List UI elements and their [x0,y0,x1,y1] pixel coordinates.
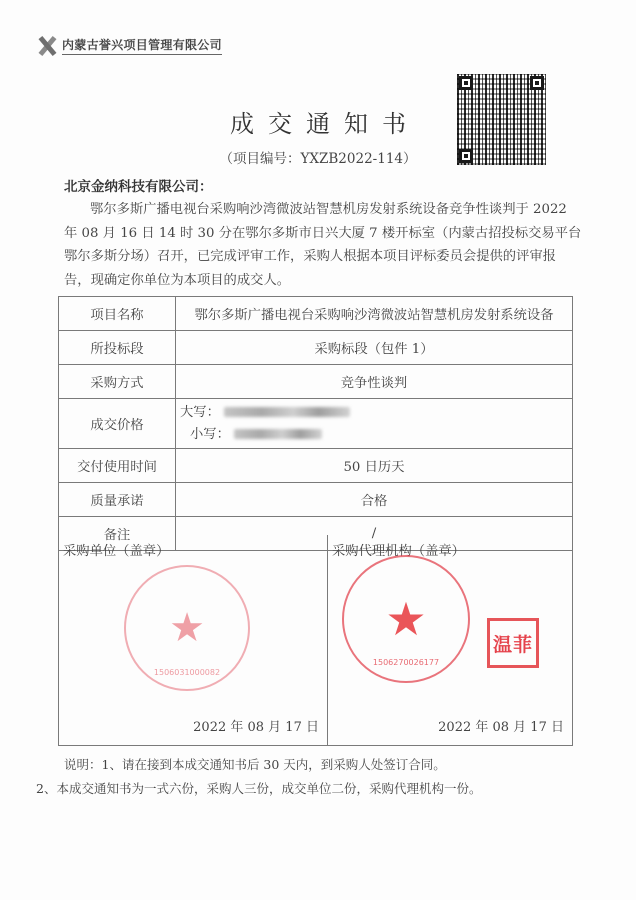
notice-body [64,198,582,292]
agency-stamp-box [327,535,572,745]
body-line: 告，现确定你单位为本项目的成交人。 [64,272,291,288]
row-label: 交付使用时间 [59,449,176,483]
table-row [59,483,573,517]
price-lower-label: 小写： [190,426,230,442]
row-value: 鄂尔多斯广播电视台采购响沙湾微波站智慧机房发射系统设备 [176,297,573,331]
project-number: （项目编号：YXZB2022-114） [219,151,417,167]
row-value: 竞争性谈判 [176,365,573,399]
note-line: 说明：1、请在接到本成交通知书后 30 天内，到采购人处签订合同。 [64,757,446,772]
recipient: 北京金纳科技有限公司： [64,179,213,195]
price-upper [180,402,572,424]
row-label: 采购方式 [59,365,176,399]
table-row [59,297,573,331]
agency-stamp-label: 采购代理机构（盖章） [332,544,465,559]
note-line: 2、本成交通知书为一式六份，采购人三份，成交单位二份，采购代理机构一份。 [36,781,482,796]
row-label: 成交价格 [59,399,176,449]
award-info-table [58,296,573,551]
price-upper-label: 大写： [180,404,220,420]
company-name: 内蒙古誉兴项目管理有限公司 [62,36,222,55]
table-row [59,449,573,483]
purchaser-stamp-label: 采购单位（盖章） [63,544,170,559]
row-label: 质量承诺 [59,483,176,517]
body-line: 鄂尔多斯分场）召开，已完成评审工作，采购人根据本项目评标委员会提供的评审报 [64,249,556,264]
row-label: 备注 [59,517,176,551]
row-value: 50 日历天 [176,449,573,483]
table-row-price [59,399,573,449]
stamp-section [58,535,573,746]
seal-number: 1506031000082 [153,668,221,677]
purchaser-stamp-box [59,535,327,745]
table-row [59,365,573,399]
redacted-price-lower [234,429,322,439]
seal-number: 1506270026177 [372,658,440,667]
row-value: / [176,517,573,551]
signature-seal-icon: 温菲 [487,618,539,668]
row-label: 所投标段 [59,331,176,365]
body-line: 鄂尔多斯广播电视台采购响沙湾微波站智慧机房发射系统设备竞争性谈判于 2022 [90,202,567,217]
agency-seal-icon [342,555,470,683]
row-label: 项目名称 [59,297,176,331]
body-line: 年 08 月 16 日 14 时 30 分在鄂尔多斯市日兴大厦 7 楼开标室（内蒙古招投标交易平台 [64,225,582,241]
x-logo-icon [36,37,58,55]
document-title: 成交通知书 [230,110,420,138]
company-header [36,36,222,55]
row-value: 采购标段（包件 1） [176,331,573,365]
table-row [59,331,573,365]
purchaser-seal-icon [124,565,250,691]
row-value: 合格 [176,483,573,517]
star-icon: ★ [385,592,427,646]
purchaser-date: 2022 年 08 月 17 日 [193,720,319,735]
price-cell [176,399,573,449]
qr-finder-icon [530,76,544,90]
qr-finder-icon [459,76,473,90]
price-lower [180,424,572,446]
notes [36,753,482,801]
redacted-price-upper [224,407,350,417]
star-icon: ★ [169,605,205,651]
agency-date: 2022 年 08 月 17 日 [438,720,564,735]
